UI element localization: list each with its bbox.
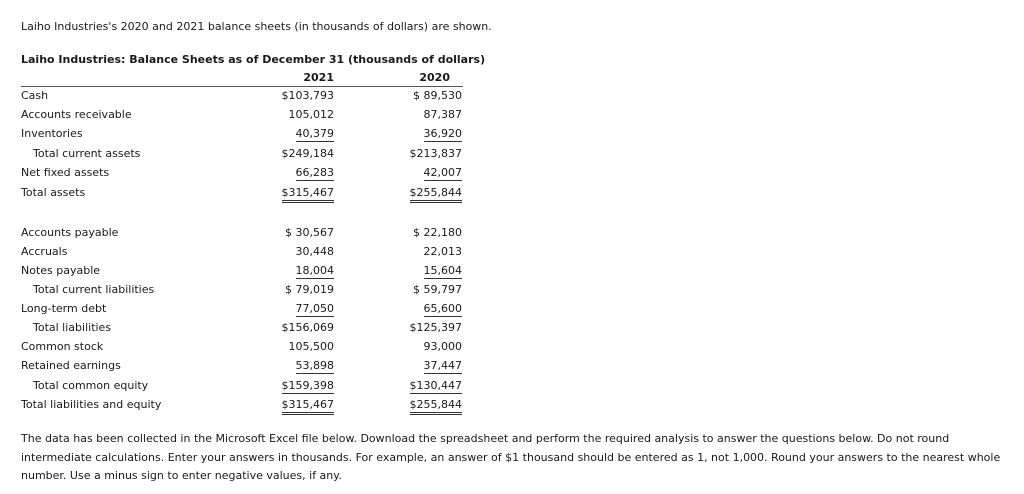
intro-text: Laiho Industries's 2020 and 2021 balance sheets (in thousands of dollars) are shown. [21, 20, 492, 33]
value-2021: 105,012 [288, 108, 334, 121]
row-label: Total common equity [33, 379, 149, 392]
row-label: Notes payable [21, 264, 101, 277]
row-label: Total current liabilities [33, 283, 155, 296]
value-2021: 66,283 [295, 166, 334, 179]
table-row [0, 359, 480, 377]
row-label: Accounts payable [21, 226, 119, 239]
row-label: Cash [21, 89, 49, 102]
table-row [0, 264, 480, 282]
value-2020: 37,447 [423, 359, 462, 372]
instructions-text: The data has been collected in the Microsoft Excel file below. Download the spreadsheet and perform the required analysis to answer the questions below. Do not round intermediate calculations. Enter your answers in thousands. For example, an answer of $1 thousand should be entered as 1, not 1,000. Round your answers to the nearest whole number. Use a minus sign to enter negative values, if any. [21, 432, 1001, 482]
table-row [0, 283, 480, 301]
value-2021: $315,467 [282, 398, 335, 415]
value-2020: 36,920 [423, 127, 462, 140]
row-label: Total liabilities [33, 321, 112, 334]
value-2021: 53,898 [295, 359, 334, 372]
table-row [0, 166, 480, 184]
value-2021: 30,448 [295, 245, 334, 258]
value-2020: $213,837 [409, 147, 462, 160]
value-2020: $125,397 [409, 321, 462, 334]
table-row [0, 245, 480, 263]
row-label: Long-term debt [21, 302, 107, 315]
value-2021: 77,050 [295, 302, 334, 315]
value-2020: 22,013 [423, 245, 462, 258]
table-row [0, 108, 480, 126]
value-2021: $ 30,567 [285, 226, 334, 239]
table-title: Laiho Industries: Balance Sheets as of December 31 (thousands of dollars) [21, 53, 486, 66]
row-label: Common stock [21, 340, 104, 353]
table-row [0, 226, 480, 244]
row-label: Net fixed assets [21, 166, 110, 179]
row-label: Total current assets [33, 147, 141, 160]
row-label: Total assets [21, 186, 86, 199]
row-label: Retained earnings [21, 359, 121, 372]
value-2020: $255,844 [410, 186, 463, 203]
value-2021: $249,184 [281, 147, 334, 160]
year-header-2021: 2021 [303, 71, 334, 84]
value-2020: $ 59,797 [413, 283, 462, 296]
value-2020: 65,600 [423, 302, 462, 315]
table-row [0, 302, 480, 320]
year-header-2020: 2020 [419, 71, 450, 84]
table-row [0, 321, 480, 339]
table-row [0, 379, 480, 397]
row-label: Accounts receivable [21, 108, 132, 121]
header-rule [21, 86, 463, 87]
table-row [0, 127, 480, 145]
value-2021: $315,467 [282, 186, 335, 203]
row-label: Total liabilities and equity [21, 398, 162, 411]
value-2021: $103,793 [281, 89, 334, 102]
row-label: Inventories [21, 127, 83, 140]
value-2020: $130,447 [409, 379, 462, 392]
row-label: Accruals [21, 245, 68, 258]
value-2020: 87,387 [423, 108, 462, 121]
value-2021: 40,379 [295, 127, 334, 140]
value-2020: $ 89,530 [413, 89, 462, 102]
table-row [0, 89, 480, 107]
table-row [0, 186, 480, 204]
value-2020: $ 22,180 [413, 226, 462, 239]
value-2021: $156,069 [281, 321, 334, 334]
value-2021: $ 79,019 [285, 283, 334, 296]
table-row [0, 340, 480, 358]
value-2020: 42,007 [423, 166, 462, 179]
value-2020: $255,844 [410, 398, 463, 415]
value-2020: 15,604 [423, 264, 462, 277]
value-2021: 105,500 [288, 340, 334, 353]
table-row [0, 398, 480, 416]
value-2021: $159,398 [281, 379, 334, 392]
table-row [0, 147, 480, 165]
value-2020: 93,000 [423, 340, 462, 353]
value-2021: 18,004 [295, 264, 334, 277]
